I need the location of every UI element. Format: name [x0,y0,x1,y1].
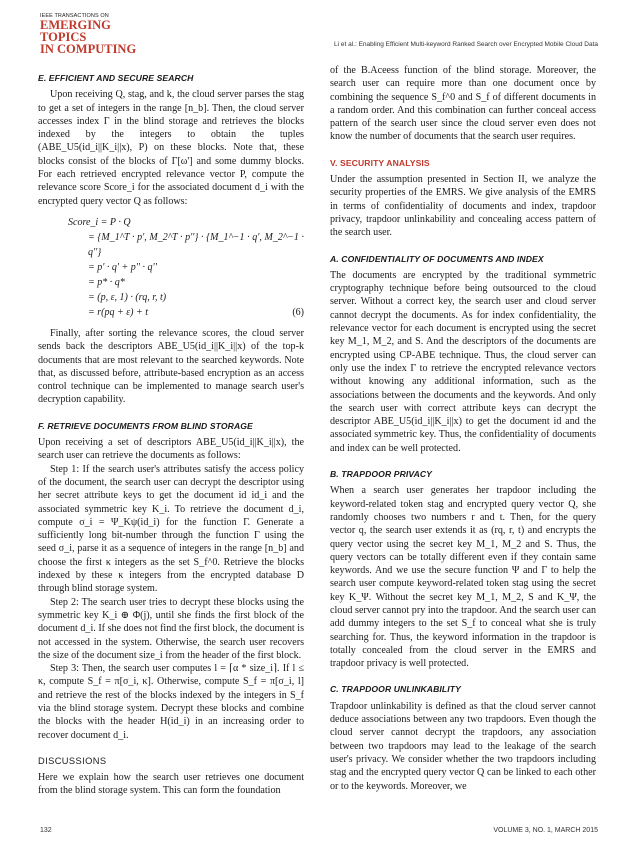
section-f-paragraph-1: Upon receiving a set of descriptors ABE_U5(id_i||K_i||x), the search user can retrieve the documents as follows: [38,437,304,462]
section-v-title: V. SECURITY ANALYSIS [330,157,430,168]
journal-logo [40,13,150,55]
section-e-title: E. EFFICIENT AND SECURE SEARCH [38,73,194,83]
equation-6 [38,215,304,320]
equation-line: = p' · q' + p'' · q'' [88,261,157,273]
journal-name-line1: EMERGING TOPICS [40,18,111,44]
section-f-title: F. RETRIEVE DOCUMENTS FROM BLIND STORAGE [38,420,253,431]
section-b-paragraph: When a search user generates her trapdoor including the keyword-related token stag and encrypted query vector Q, she randomly chooses two numbers r and t. Then, for the query vector q, the search user extends it as (rq, r, t) and encrypts the query vector using the secret key M_1, M_2 and S. Thus, the query vectors can be totally different even if they contain same keywords. And we use the secure function Ψ and Γ to help the search user compute keyword-related token stag using the secret key K_Ψ. Without the secret key M_1, M_2, S and K_Ψ, the cloud server cannot pry into the trapdoor. And the search user can add dummy integers to the set S_f to conceal what she is truly searching for. Thus, the keyword information in the trapdoor is totally concealed from the cloud server in the EMRS and trapdoor privacy is well protected. [330,485,596,670]
section-c-paragraph: Trapdoor unlinkability is defined as that the cloud server cannot deduce associations between any two trapdoors. Even though the cloud server cannot decrypt the trapdoors, any association between two trapdoors may lead to the leakage of the search user's privacy. We consider whether the two trapdoors including stag and the encrypted query vector Q can be linked to each other or to the keywords. Moreover, we [330,700,596,792]
journal-name-line2: IN COMPUTING [40,42,137,56]
section-c-title: C. TRAPDOOR UNLINKABILITY [330,684,461,695]
section-b-title: B. TRAPDOOR PRIVACY [330,469,433,480]
section-v-paragraph: Under the assumption presented in Section II, we analyze the security properties of the EMRS. We give analysis of the EMRS in terms of confidentiality of documents and index, trapdoor privacy, trapdoor unlinkability and concealing access pattern of the search user. [330,174,596,239]
step-3: Step 3: Then, the search user computes l = ⌈α * size_i⌉. If l ≤ κ, compute S_f = π[σ_i, κ]. Otherwise, compute S_f = π[σ_i, l] and retrieve the rest of the blocks indexed by the integers in S_f via the blind storage system. Decrypt these blocks and combine the blocks with the header H(id_i) in an increasing order to recover document d_i. [38,663,304,741]
equation-line-last [38,305,304,320]
running-title: Li et al.: Enabling Efficient Multi-keyword Ranked Search over Encrypted Mobile Cloud Data [334,41,598,48]
section-e-paragraph-2: Finally, after sorting the relevance scores, the cloud server sends back the descriptors ABE_U5(id_i||K_i||x) of the top-k documents that are most relevant to the searched keywords. Note that, as discussed before, attribute-based encryption as an access control technique can be implemented to manage search user's decryption capability. [38,327,304,406]
journal-prefix: IEEE TRANSACTIONS ON [40,13,109,19]
step-2: Step 2: The search user tries to decrypt these blocks using the symmetric key K_i ⊕ Φ(j), until she finds the first block of the document d_i. If she does not find the first block, the document is not accessed in the system. Otherwise, the search user recovers the size of the document size_i from the header of the first block. [38,596,304,661]
equation-line: = p* · q* [88,276,125,288]
section-e-paragraph-1: Upon receiving Q, stag, and k, the cloud server parses the stag to get a set of integers in the range [n_b]. Then, the cloud server accesses index Γ in the blind storage and retrieves the blocks indexed by the integers to obtain the tuples (ABE_U5(id_i||K_i||x), P) on these blocks. Note that, these blocks consist of the blocks of Γ[ω'] and some dummy blocks. For each retrieved encrypted relevance vector P, compute the relevance score Score_i for the associated document d_i with the encrypted query vector Q as follows: [38,89,304,207]
equation-number: (6) [292,306,304,318]
discussions-title: DISCUSSIONS [38,755,107,766]
equation-line: Score_i = P · Q [68,216,131,228]
discussions-paragraph: Here we explain how the search user retrieves one document from the blind storage system. This can form the foundation [38,772,304,797]
section-a-title: A. CONFIDENTIALITY OF DOCUMENTS AND INDEX [330,253,544,264]
volume-info: VOLUME 3, NO. 1, MARCH 2015 [493,827,598,834]
equation-line: = r(pq + ε) + t [88,306,149,318]
left-column [38,64,304,798]
equation-line: = {M_1^T · p', M_2^T · p''} · {M_1^−1 · q', M_2^−1 · q''} [88,231,304,258]
section-a-paragraph: The documents are encrypted by the traditional symmetric cryptography technique before being outsourced to the cloud server. Without a correct key, the search user and cloud server cannot decrypt the documents. As for index confidentiality, the relevance vector for each document is encrypted using the secret key M_1, M_2, and S. And the descriptors of the documents are encrypted using CP-ABE technique. Thus, the cloud server can only use the index Γ to retrieve the encrypted relevance vectors without knowing any additional information, such as the associations between the documents and the keywords. And only the search user with correct attribute keys can decrypt the descriptor ABE_U5(id_i||K_i||x) to get the document id and the associated symmetric key. Thus, the confidentiality of documents and index can be well protected. [330,269,596,454]
step-1: Step 1: If the search user's attributes satisfy the access policy of the document, the search user can decrypt the descriptor using her secret attribute keys to get the document id id_i and the associated symmetric key K_i. To retrieve the document d_i, compute σ_i = Ψ_Kψ(id_i) for the function Γ. Generate a sufficiently long bit-number through the function Γ using the seed σ_i, parse it as a sequence of integers in the range [n_b] and choose the first κ integers as the set S_f^0. Retrieve the blocks indexed by these κ integers from the encrypted database D through blind storage system. [38,463,304,595]
continued-paragraph: of the B.Aceess function of the blind storage. Moreover, the search user can require more than one document once by combining the sequence S_f^0 and S_f of different documents in a random order. And this combination can further conceal access pattern of the search user since the cloud server even does not know the number of documents that the search user requires. [330,65,596,143]
right-column [330,64,596,793]
equation-line: = (p, ε, 1) · (rq, r, t) [88,291,167,303]
page-number: 132 [40,827,52,834]
